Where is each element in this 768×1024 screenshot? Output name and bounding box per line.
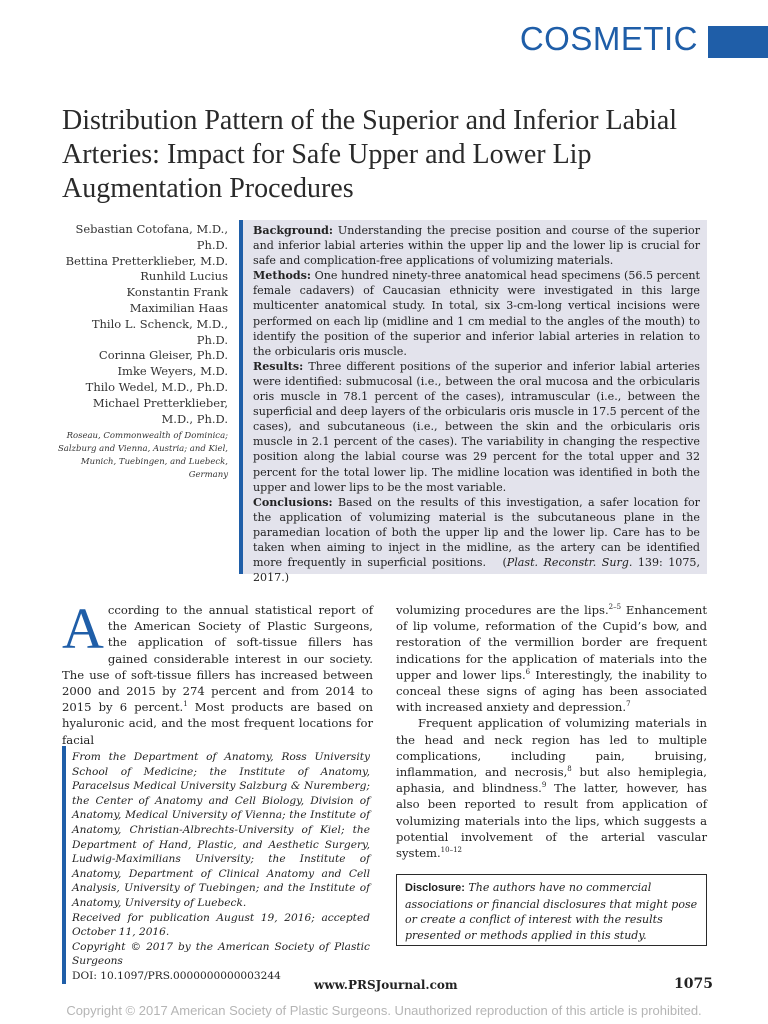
citation-ref: 8 (567, 765, 572, 774)
article-title: Distribution Pattern of the Superior and Inferior Labial Arteries: Impact for Safe Upper and Lower Lip Augmentation Procedures (62, 105, 678, 204)
methods-label: Methods: (253, 269, 312, 283)
abstract-conclusions (253, 495, 700, 586)
author-line: Runhild Lucius (140, 269, 228, 284)
methods-text: One hundred ninety-three anatomical head specimens (56.5 percent female cadavers) of Caucasian ethnicity were investigated in this large multicenter anatomical study. In total, six 3-cm-long vertical incisions were performed on each lip (midline and 1 cm medial to the angles of the mouth) to identify the position of the superior and inferior labial arteries in relation to the orbicularis oris muscle. (253, 269, 700, 358)
body-column-left (62, 596, 373, 748)
author-line: Imke Weyers, M.D. (117, 364, 228, 379)
background-text: Understanding the precise position and course of the superior and inferior labial arteries within the upper lip and the lower lip is crucial for safe and complication-free applications of volumizing materials. (253, 224, 700, 268)
citation-ref: 9 (541, 781, 547, 790)
abstract-results (253, 359, 700, 495)
body-text: Most products are based on hyaluronic acid, and the most frequent locations for facial (62, 700, 373, 747)
body-text: ccording to the annual statistical report of the American Society of Plastic Surgeons, the application of soft-tissue fillers has gained considerable interest in our society. The use of soft-tissue fillers has increased between 2000 and 2015 by 274 percent and from 2014 to 2015 by 6 percent. (62, 603, 373, 715)
results-text: Three different positions of the superior and inferior labial arteries were identified: submucosal (i.e., between the oral mucosa and the orbicularis oris muscle in 78.1 percent of the cases), intramuscular (i.e., between the superficial and deep layers of the orbicularis oris muscle in 17.5 percent of the cases), and subcutaneous (i.e., between the skin and the orbicularis oris muscle in 2.1 percent of the cases). The variability in changing the respective position along the labial course was 29 percent for the total upper and 32 percent for the total lower lip. The midline location was identified in both the upper and lower lips to be the most variable. (253, 359, 700, 494)
author-line: Maximilian Haas (129, 300, 228, 315)
body-text: volumizing procedures are the lips. (396, 603, 609, 617)
abstract-background (253, 223, 700, 268)
doi-text: DOI: 10.1097/PRS.0000000000003244 (72, 969, 281, 982)
body-text: Interestingly, the inability to conceal these signs of aging has been associated with increased anxiety and depression. (396, 667, 707, 715)
body-paragraph (396, 602, 707, 715)
body-text: Frequent application of volumizing materials in the head and neck region has led to multiple complications, including pain, bruising, inflammation, and necrosis, (396, 716, 707, 780)
disclosure-text: The authors have no commercial associations or financial disclosures that might pose or create a conflict of interest with the results presented or methods applied in this study. (405, 881, 698, 942)
affiliation-footnote (62, 746, 374, 984)
drop-cap: A (62, 596, 104, 661)
author-line: Thilo L. Schenck, M.D., (91, 316, 228, 331)
citation-ref: 6 (525, 667, 531, 676)
disclosure-label: Disclosure: (405, 882, 465, 894)
page-number: 1075 (674, 976, 713, 992)
author-locations: Roseau, Commonwealth of Dominica; Salzburg and Vienna, Austria; and Kiel, Munich, Tuebingen, and Luebeck, Germany (57, 431, 228, 480)
body-text: Enhancement of lip volume, reformation of the Cupid’s bow, and restoration of the vermillion border are frequent indications for the application of materials into the upper and lower lips. (396, 603, 707, 682)
author-line: Michael Pretterklieber, (92, 395, 228, 410)
abstract-box (239, 220, 707, 585)
citation-rest: 139: 1075, 2017.) (253, 556, 700, 585)
body-column-right (396, 602, 707, 861)
body-paragraph (62, 596, 373, 748)
conclusions-label: Conclusions: (253, 495, 333, 509)
received-text: Received for publication August 19, 2016; accepted October 11, 2016. (72, 911, 370, 939)
citation-ref: 10–12 (440, 846, 462, 855)
background-label: Background: (253, 224, 333, 237)
copyright-banner: Copyright © 2017 American Society of Plastic Surgeons. Unauthorized reproduction of this article is prohibited. (66, 1003, 702, 1018)
author-line: Sebastian Cotofana, M.D., (75, 222, 228, 236)
body-paragraph (396, 715, 707, 861)
author-line: M.D., Ph.D. (161, 411, 228, 426)
author-line: Ph.D. (196, 332, 228, 347)
body-text: The latter, however, has also been reported to result from application of volumizing materials into the lips, which suggests a potential involvement of the arterial vascular system. (396, 781, 707, 861)
disclosure-box (396, 874, 707, 946)
citation-open: ( (502, 556, 507, 570)
citation-ref: 1 (183, 700, 188, 709)
author-line: Ph.D. (196, 237, 228, 252)
journal-url-link[interactable]: www.PRSJournal.com (314, 978, 458, 992)
section-bar (708, 26, 768, 58)
author-line: Konstantin Frank (126, 285, 228, 300)
citation-ref: 7 (626, 700, 631, 709)
author-line: Thilo Wedel, M.D., Ph.D. (85, 379, 228, 394)
section-tag (520, 18, 768, 58)
conclusions-text: Based on the results of this investigation, a safer location for the application of volumizing material is the subcutaneous plane in the paramedian location of both the upper lip and the lower lip. Care has to be taken when aiming to inject in the midline, as the artery can be identified more frequently in superficial positions. (253, 495, 700, 570)
citation-ref: 2–5 (608, 603, 622, 612)
author-line: Bettina Pretterklieber, M.D. (65, 253, 228, 268)
affiliation-text: From the Department of Anatomy, Ross University School of Medicine; the Institute of Anatomy, Paracelsus Medical University Salzburg & Nuremberg; the Center of Anatomy and Cell Biology, Division of Anatomy, Medical University of Vienna; the Institute of Anatomy, Christian-Albrechts-University of Kiel; the Department of Hand, Plastic, and Aesthetic Surgery, Ludwig-Maximilians University; the Institute of Anatomy, Department of Clinical Anatomy and Cell Analysis, University of Tuebingen; and the Institute of Anatomy, University of Luebeck. (72, 751, 370, 909)
citation-journal: Plast. Reconstr. Surg. (506, 556, 633, 570)
results-label: Results: (253, 359, 304, 373)
author-list (40, 222, 228, 427)
section-label: COSMETIC (519, 20, 698, 57)
author-line: Corinna Gleiser, Ph.D. (98, 348, 228, 363)
abstract-methods (253, 268, 700, 359)
body-text: but also hemiplegia, aphasia, and blindness. (396, 765, 707, 796)
copyright-text: Copyright © 2017 by the American Society of Plastic Surgeons (72, 940, 370, 968)
